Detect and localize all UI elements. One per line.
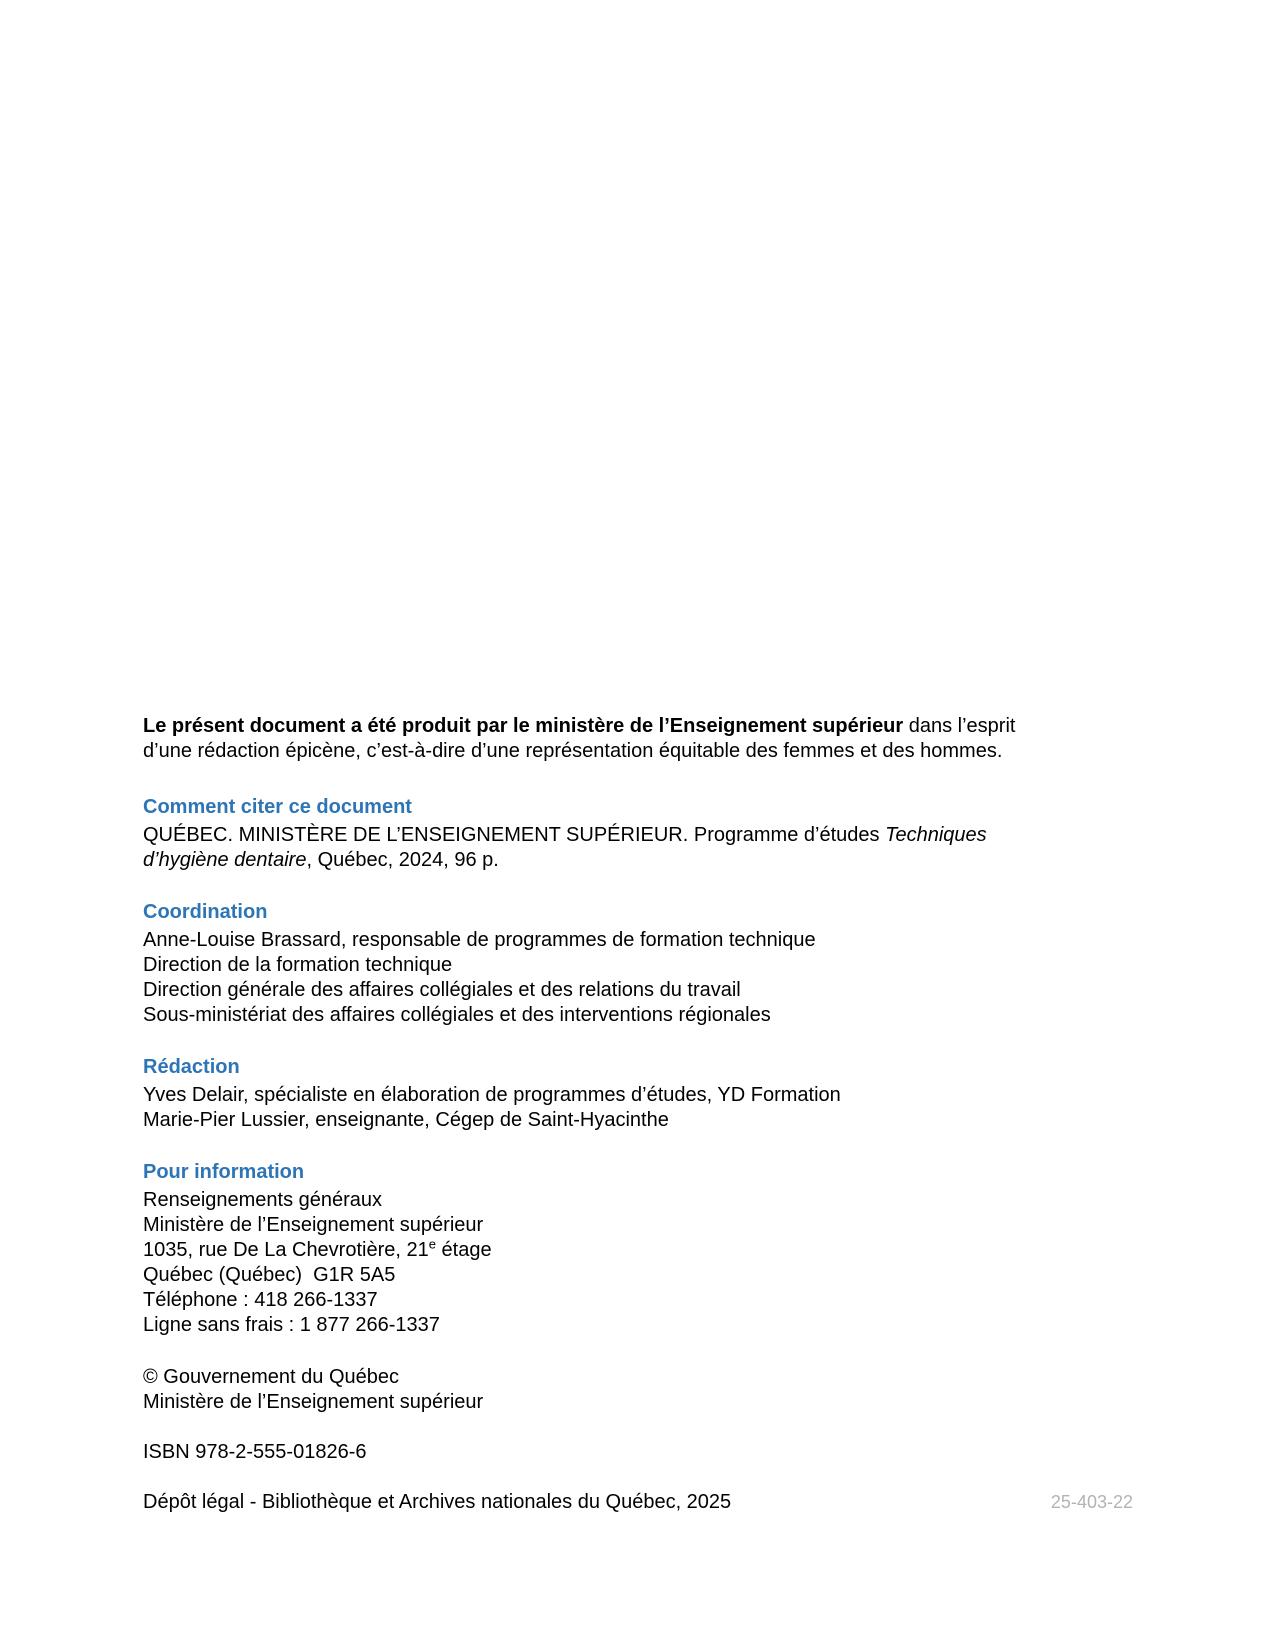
- address-street: 1035, rue De La Chevrotière, 21: [143, 1239, 429, 1261]
- legal-deposit-section: [143, 1490, 1133, 1515]
- coordination-line: Direction générale des affaires collégiales et des relations du travail: [143, 979, 741, 1001]
- citation-title-part2: d’hygiène dentaire: [143, 849, 307, 871]
- information-line: Renseignements généraux: [143, 1189, 383, 1211]
- information-section: [143, 1160, 1133, 1338]
- copyright-section: [143, 1365, 1133, 1415]
- citation-heading: Comment citer ce document: [143, 796, 412, 818]
- citation-line1: [143, 823, 1133, 848]
- production-note: [143, 714, 1133, 764]
- redaction-heading: Rédaction: [143, 1056, 240, 1078]
- information-line: Ligne sans frais : 1 877 266-1337: [143, 1314, 440, 1336]
- production-note-rest: dans l’esprit: [903, 715, 1016, 737]
- isbn-section: [143, 1440, 1133, 1465]
- legal-deposit-line: Dépôt légal - Bibliothèque et Archives nationales du Québec, 2025: [143, 1491, 732, 1513]
- production-note-line1: [143, 715, 1015, 737]
- address-floor: étage: [435, 1239, 492, 1261]
- isbn-line: ISBN 978-2-555-01826-6: [143, 1441, 367, 1463]
- citation-section: [143, 795, 1133, 873]
- redaction-line: Yves Delair, spécialiste en élaboration de programmes d’études, YD Formation: [143, 1084, 841, 1106]
- address-ordinal: e: [428, 1236, 436, 1252]
- production-note-bold: Le présent document a été produit par le ministère de l’Enseignement supérieur: [143, 715, 904, 737]
- information-line: Québec (Québec) G1R 5A5: [143, 1264, 396, 1286]
- coordination-line: Direction de la formation technique: [143, 954, 453, 976]
- citation-regular2: , Québec, 2024, 96 p.: [306, 849, 499, 871]
- document-code: 25-403-22: [1050, 1492, 1133, 1512]
- copyright-line: Ministère de l’Enseignement supérieur: [143, 1391, 484, 1413]
- coordination-heading: Coordination: [143, 901, 268, 923]
- citation-title-part1: Techniques: [885, 824, 987, 846]
- citation-regular1: QUÉBEC. MINISTÈRE DE L’ENSEIGNEMENT SUPÉRIEUR. Programme d’études: [143, 824, 886, 846]
- citation-line2: [143, 848, 1133, 873]
- copyright-line: © Gouvernement du Québec: [143, 1366, 399, 1388]
- information-address-line: [143, 1238, 1133, 1263]
- coordination-line: Sous-ministériat des affaires collégiales et des interventions régionales: [143, 1004, 771, 1026]
- page-content: [143, 714, 1133, 1515]
- production-note-line2: d’une rédaction épicène, c’est-à-dire d’une représentation équitable des femmes et des hommes.: [143, 740, 1003, 762]
- coordination-line: Anne-Louise Brassard, responsable de programmes de formation technique: [143, 929, 816, 951]
- information-line: Ministère de l’Enseignement supérieur: [143, 1214, 484, 1236]
- information-line: Téléphone : 418 266-1337: [143, 1289, 378, 1311]
- information-heading: Pour information: [143, 1161, 305, 1183]
- coordination-section: [143, 900, 1133, 1028]
- redaction-section: [143, 1055, 1133, 1133]
- redaction-line: Marie-Pier Lussier, enseignante, Cégep de Saint-Hyacinthe: [143, 1109, 669, 1131]
